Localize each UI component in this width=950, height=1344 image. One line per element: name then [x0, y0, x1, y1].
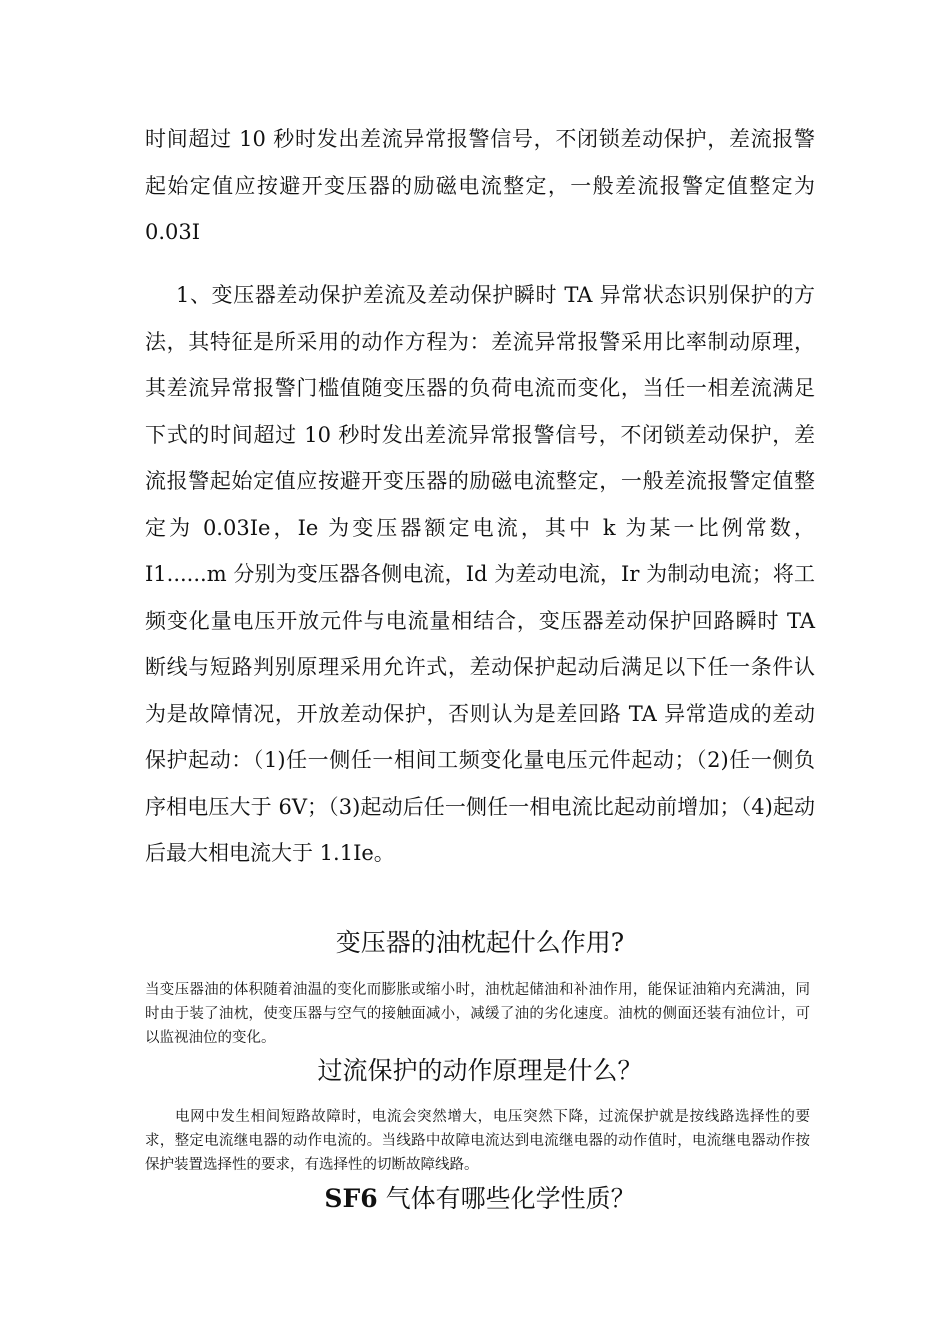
heading-sf6-label: SF6 — [324, 1184, 378, 1213]
paragraph-differential-protection-method: 1、变压器差动保护差流及差动保护瞬时 TA 异常状态识别保护的方法，其特征是所采用的动作方程为：差流异常报警采用比率制动原理，其差流异常报警门槛值随变压器的负荷电流而变化，当任一相差流满足下式的时间超过 10 秒时发出差流异常报警信号，不闭锁差动保护，差流报警起始定值应按避开变压器的励磁电流整定，一般差流报警定值整定为 0.03Ie，Ie 为变压器额定电流，其中 k 为某一比例常数，I1......m 分别为变压器各侧电流，Id 为差动电流，Ir 为制动电流；将工频变化量电压开放元件与电流量相结合，变压器差动保护回路瞬时 TA 断线与短路判别原理采用允许式，差动保护起动后满足以下任一条件认为是故障情况，开放差动保护，否则认为是差回路 TA 异常造成的差动保护起动：（1)任一侧任一相间工频变化量电压元件起动；（2)任一侧负序相电压大于 6V；（3)起动后任一侧任一相电流比起动前增加；（4)起动后最大相电流大于 1.1Ie。 — [145, 283, 815, 865]
paragraph-oil-conservator-answer: 当变压器油的体积随着油温的变化而膨胀或缩小时，油枕起储油和补油作用，能保证油箱内充满油，同时由于装了油枕，使变压器与空气的接触面减小，减缓了油的劣化速度。油枕的侧面还装有油位计，可以监视油位的变化。 — [145, 982, 810, 1046]
heading-sf6-rest: 气体有哪些化学性质？ — [377, 1184, 636, 1213]
heading-sf6-chemical-properties — [145, 1182, 815, 1216]
paragraph-differential-alarm-continuation: 时间超过 10 秒时发出差流异常报警信号，不闭锁差动保护，差流报警起始定值应按避开变压器的励磁电流整定，一般差流报警定值整定为 0.03I — [145, 127, 815, 244]
heading-oil-conservator: 变压器的油枕起什么作用? — [335, 928, 625, 957]
paragraph-overcurrent-protection-answer: 电网中发生相间短路故障时，电流会突然增大，电压突然下降，过流保护就是按线路选择性的要求，整定电流继电器的动作电流的。当线路中故障电流达到电流继电器的动作值时，电流继电器动作按保护装置选择性的要求，有选择性的切断故障线路。 — [145, 1109, 810, 1173]
heading-overcurrent-protection: 过流保护的动作原理是什么？ — [317, 1056, 643, 1085]
